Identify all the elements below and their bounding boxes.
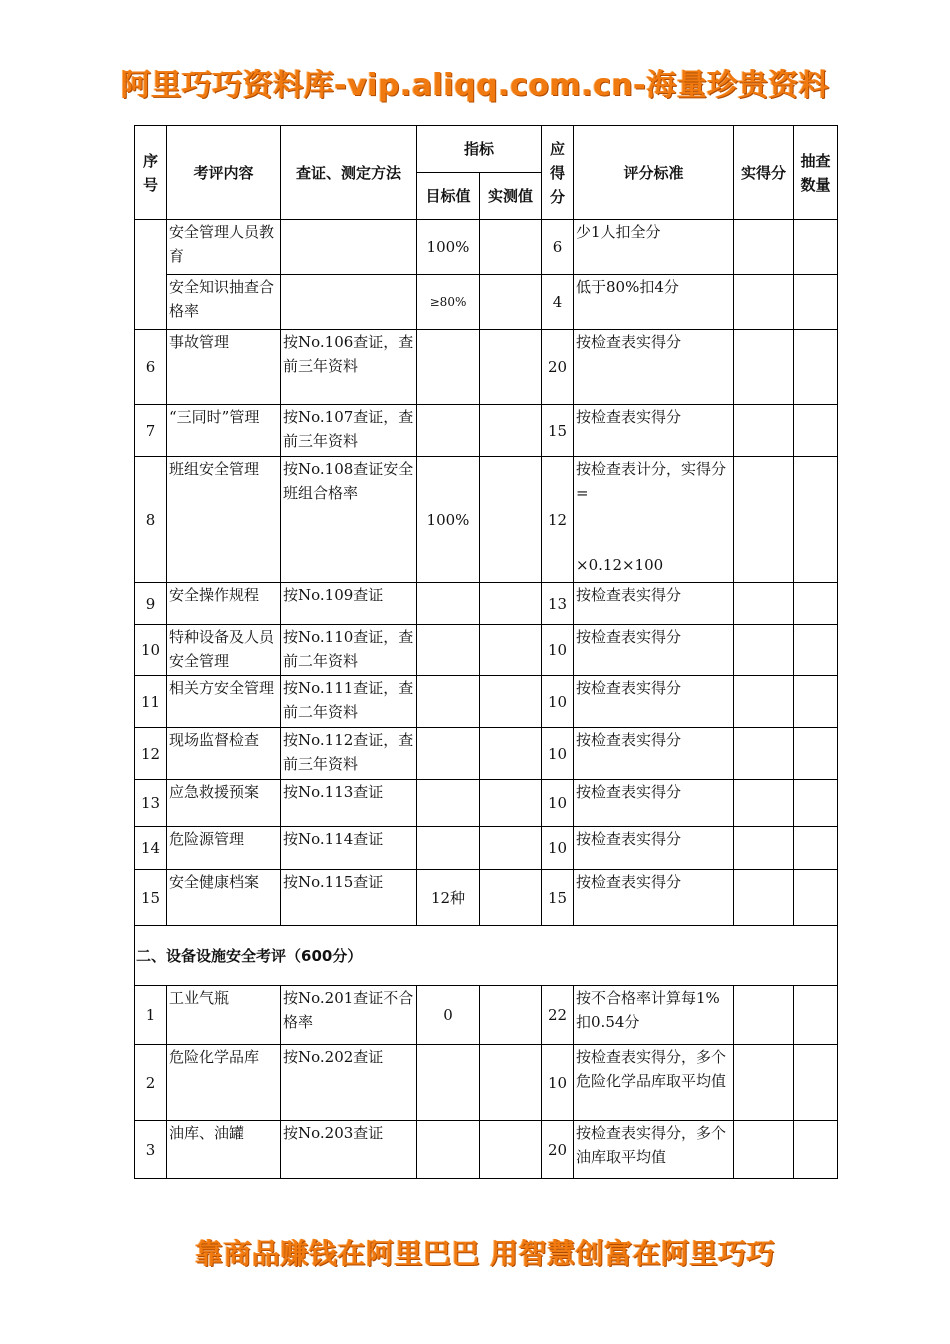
seq-cell: 2 xyxy=(135,1045,167,1121)
content-cell: 安全健康档案 xyxy=(167,870,281,926)
sample-count-cell[interactable] xyxy=(794,986,838,1045)
table-row xyxy=(135,1045,838,1121)
measured-cell[interactable] xyxy=(480,986,542,1045)
sample-count-cell[interactable] xyxy=(794,583,838,625)
method-cell: 按No.107查证，查前三年资料 xyxy=(281,405,417,457)
score-cell: 10 xyxy=(542,625,574,676)
criteria-cell: 按检查表实得分，多个油库取平均值 xyxy=(574,1121,734,1179)
score-cell: 13 xyxy=(542,583,574,625)
sample-count-cell[interactable] xyxy=(794,1121,838,1179)
target-cell xyxy=(417,1045,480,1121)
measured-cell[interactable] xyxy=(480,275,542,330)
table-row xyxy=(135,583,838,625)
score-cell: 10 xyxy=(542,780,574,827)
header-index: 指标 xyxy=(417,126,542,173)
score-cell: 22 xyxy=(542,986,574,1045)
content-cell: “三同时”管理 xyxy=(167,405,281,457)
method-cell: 按No.106查证，查前三年资料 xyxy=(281,330,417,405)
header-measured: 实测值 xyxy=(480,173,542,220)
actual-score-cell[interactable] xyxy=(734,827,794,870)
content-cell: 油库、油罐 xyxy=(167,1121,281,1179)
actual-score-cell[interactable] xyxy=(734,676,794,728)
target-cell: ≥80% xyxy=(417,275,480,330)
score-cell: 10 xyxy=(542,676,574,728)
actual-score-cell[interactable] xyxy=(734,870,794,926)
seq-cell: 6 xyxy=(135,330,167,405)
sample-count-cell[interactable] xyxy=(794,1045,838,1121)
seq-cell: 10 xyxy=(135,625,167,676)
actual-score-cell[interactable] xyxy=(734,728,794,780)
seq-cell: 1 xyxy=(135,986,167,1045)
header-criteria: 评分标准 xyxy=(574,126,734,220)
criteria-text: 按检查表计分，实得分= xyxy=(576,460,727,502)
table-row xyxy=(135,676,838,728)
table-row xyxy=(135,827,838,870)
content-cell: 工业气瓶 xyxy=(167,986,281,1045)
table-row xyxy=(135,986,838,1045)
content-cell: 危险化学品库 xyxy=(167,1045,281,1121)
actual-score-cell[interactable] xyxy=(734,780,794,827)
measured-cell[interactable] xyxy=(480,625,542,676)
score-cell: 6 xyxy=(542,220,574,275)
criteria-cell: 按检查表实得分 xyxy=(574,827,734,870)
method-cell: 按No.203查证 xyxy=(281,1121,417,1179)
method-cell: 按No.114查证 xyxy=(281,827,417,870)
target-cell xyxy=(417,780,480,827)
target-cell xyxy=(417,728,480,780)
target-cell xyxy=(417,583,480,625)
score-cell: 4 xyxy=(542,275,574,330)
seq-cell: 13 xyxy=(135,780,167,827)
header-seq: 序号 xyxy=(135,126,167,220)
table-row xyxy=(135,220,838,275)
seq-cell: 3 xyxy=(135,1121,167,1179)
header-content: 考评内容 xyxy=(167,126,281,220)
content-cell: 现场监督检查 xyxy=(167,728,281,780)
measured-cell[interactable] xyxy=(480,457,542,583)
method-cell: 按No.201查证不合格率 xyxy=(281,986,417,1045)
table-row xyxy=(135,870,838,926)
measured-cell[interactable] xyxy=(480,1121,542,1179)
criteria-cell: 按检查表实得分 xyxy=(574,330,734,405)
criteria-formula: ×0.12×100 xyxy=(576,556,664,574)
target-cell: 0 xyxy=(417,986,480,1045)
table-row xyxy=(135,1121,838,1179)
formula-blank xyxy=(576,505,731,553)
sample-count-cell[interactable] xyxy=(794,827,838,870)
actual-score-cell[interactable] xyxy=(734,330,794,405)
header-target: 目标值 xyxy=(417,173,480,220)
method-cell: 按No.112查证，查前三年资料 xyxy=(281,728,417,780)
method-cell: 按No.110查证，查前二年资料 xyxy=(281,625,417,676)
target-cell xyxy=(417,1121,480,1179)
measured-cell[interactable] xyxy=(480,405,542,457)
measured-cell[interactable] xyxy=(480,330,542,405)
score-cell: 10 xyxy=(542,827,574,870)
actual-score-cell[interactable] xyxy=(734,220,794,275)
sample-count-cell[interactable] xyxy=(794,275,838,330)
header-actual-score: 实得分 xyxy=(734,126,794,220)
actual-score-cell[interactable] xyxy=(734,405,794,457)
method-cell: 按No.108查证安全班组合格率 xyxy=(281,457,417,583)
content-cell: 安全知识抽查合格率 xyxy=(167,275,281,330)
top-banner: 阿里巧巧资料库-vip.aliqq.com.cn-海量珍贵资料 xyxy=(120,68,830,103)
sample-count-cell[interactable] xyxy=(794,220,838,275)
table-row xyxy=(135,780,838,827)
criteria-cell xyxy=(574,457,734,583)
seq-cell: 14 xyxy=(135,827,167,870)
actual-score-cell[interactable] xyxy=(734,275,794,330)
table-row xyxy=(135,330,838,405)
table-row xyxy=(135,405,838,457)
criteria-cell: 按检查表实得分 xyxy=(574,625,734,676)
seq-cell: 15 xyxy=(135,870,167,926)
actual-score-cell[interactable] xyxy=(734,1121,794,1179)
seq-cell xyxy=(135,220,167,330)
actual-score-cell[interactable] xyxy=(734,625,794,676)
sample-count-cell[interactable] xyxy=(794,728,838,780)
score-cell: 15 xyxy=(542,870,574,926)
score-cell: 12 xyxy=(542,457,574,583)
criteria-cell: 按检查表实得分，多个危险化学品库取平均值 xyxy=(574,1045,734,1121)
measured-cell[interactable] xyxy=(480,676,542,728)
target-cell: 100% xyxy=(417,220,480,275)
target-cell: 100% xyxy=(417,457,480,583)
actual-score-cell[interactable] xyxy=(734,583,794,625)
seq-cell: 11 xyxy=(135,676,167,728)
method-cell: 按No.109查证 xyxy=(281,583,417,625)
score-cell: 10 xyxy=(542,728,574,780)
bottom-banner: 靠商品赚钱在阿里巴巴 用智慧创富在阿里巧巧 xyxy=(194,1237,776,1270)
sample-count-cell[interactable] xyxy=(794,330,838,405)
actual-score-cell[interactable] xyxy=(734,986,794,1045)
section-row xyxy=(135,926,838,986)
table-row xyxy=(135,457,838,583)
measured-cell[interactable] xyxy=(480,728,542,780)
evaluation-table xyxy=(134,125,838,1179)
target-cell xyxy=(417,330,480,405)
criteria-cell: 按检查表实得分 xyxy=(574,583,734,625)
criteria-cell: 按检查表实得分 xyxy=(574,405,734,457)
content-cell: 特种设备及人员安全管理 xyxy=(167,625,281,676)
method-cell xyxy=(281,220,417,275)
content-cell: 安全操作规程 xyxy=(167,583,281,625)
sample-count-cell[interactable] xyxy=(794,625,838,676)
sample-count-cell[interactable] xyxy=(794,870,838,926)
measured-cell[interactable] xyxy=(480,220,542,275)
section-title: 二、设备设施安全考评（600分） xyxy=(135,926,838,986)
content-cell: 相关方安全管理 xyxy=(167,676,281,728)
criteria-cell: 按检查表实得分 xyxy=(574,728,734,780)
target-cell xyxy=(417,625,480,676)
content-cell: 应急救援预案 xyxy=(167,780,281,827)
sample-count-cell[interactable] xyxy=(794,457,838,583)
score-cell: 20 xyxy=(542,1121,574,1179)
method-cell: 按No.115查证 xyxy=(281,870,417,926)
criteria-cell: 低于80%扣4分 xyxy=(574,275,734,330)
criteria-cell: 按不合格率计算每1%扣0.54分 xyxy=(574,986,734,1045)
content-cell: 班组安全管理 xyxy=(167,457,281,583)
table-row xyxy=(135,625,838,676)
content-cell: 危险源管理 xyxy=(167,827,281,870)
header-should-score: 应得分 xyxy=(542,126,574,220)
table-row xyxy=(135,728,838,780)
score-cell: 10 xyxy=(542,1045,574,1121)
score-cell: 20 xyxy=(542,330,574,405)
measured-cell[interactable] xyxy=(480,870,542,926)
method-cell: 按No.111查证，查前二年资料 xyxy=(281,676,417,728)
measured-cell[interactable] xyxy=(480,827,542,870)
header-sample-count: 抽查数量 xyxy=(794,126,838,220)
seq-cell: 9 xyxy=(135,583,167,625)
criteria-cell: 按检查表实得分 xyxy=(574,870,734,926)
seq-cell: 7 xyxy=(135,405,167,457)
content-cell: 安全管理人员教育 xyxy=(167,220,281,275)
seq-cell: 12 xyxy=(135,728,167,780)
measured-cell[interactable] xyxy=(480,780,542,827)
method-cell xyxy=(281,275,417,330)
method-cell: 按No.113查证 xyxy=(281,780,417,827)
criteria-cell: 少1人扣全分 xyxy=(574,220,734,275)
measured-cell[interactable] xyxy=(480,1045,542,1121)
sample-count-cell[interactable] xyxy=(794,780,838,827)
sample-count-cell[interactable] xyxy=(794,405,838,457)
target-cell xyxy=(417,827,480,870)
method-cell: 按No.202查证 xyxy=(281,1045,417,1121)
criteria-cell: 按检查表实得分 xyxy=(574,676,734,728)
actual-score-cell[interactable] xyxy=(734,1045,794,1121)
target-cell xyxy=(417,405,480,457)
header-method: 查证、测定方法 xyxy=(281,126,417,220)
content-cell: 事故管理 xyxy=(167,330,281,405)
actual-score-cell[interactable] xyxy=(734,457,794,583)
table-row xyxy=(135,275,838,330)
criteria-cell: 按检查表实得分 xyxy=(574,780,734,827)
seq-cell: 8 xyxy=(135,457,167,583)
sample-count-cell[interactable] xyxy=(794,676,838,728)
score-cell: 15 xyxy=(542,405,574,457)
target-cell xyxy=(417,676,480,728)
target-cell: 12种 xyxy=(417,870,480,926)
measured-cell[interactable] xyxy=(480,583,542,625)
